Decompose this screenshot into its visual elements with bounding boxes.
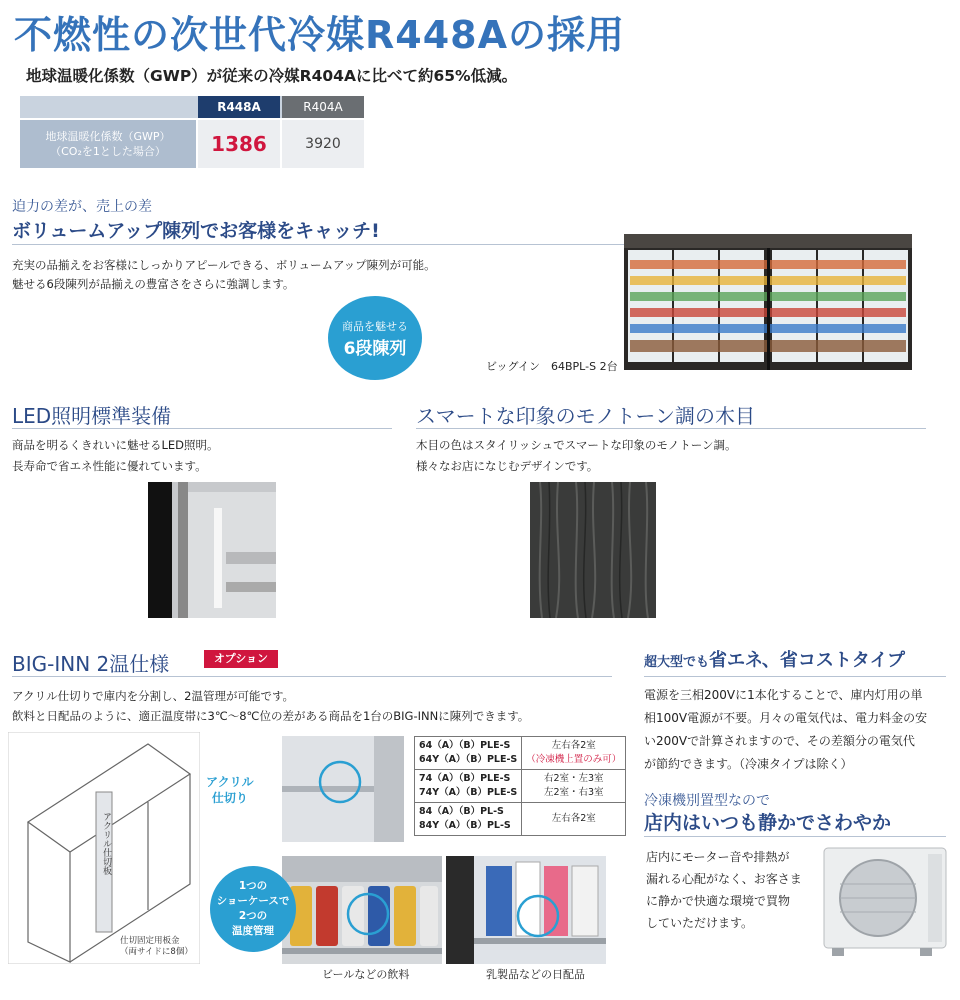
wood-rule <box>416 428 926 429</box>
volume-heading: ボリュームアップ陳列でお客様をキャッチ! <box>12 220 380 242</box>
volume-text-1: 充実の品揃えをお客様にしっかりアピールできる、ボリュームアップ陳列が可能。 <box>12 258 436 272</box>
volume-kicker: 迫力の差が、売上の差 <box>12 199 152 215</box>
spec-desc: 左右各2室 <box>551 740 596 751</box>
eco-line: い200Vで計算されますので、その差額分の電気代 <box>644 734 915 748</box>
quiet-kicker: 冷凍機別置型なので <box>644 793 770 809</box>
spec-model-cell <box>415 737 522 770</box>
two-temp-badge <box>210 866 296 952</box>
showcase-caption: ビッグイン 64BPL-S 2台 <box>486 360 618 373</box>
spec-model: 74Y（A）（B）PLE-S <box>419 787 518 798</box>
acrylic-photo <box>282 736 404 842</box>
led-heading: LED照明標準装備 <box>12 404 172 428</box>
spec-desc-cell <box>522 737 626 770</box>
volume-text-2: 魅せる6段陳列が品揃えの豊富さをさらに強調します。 <box>12 277 295 291</box>
spec-row <box>415 770 626 803</box>
spec-desc-cell <box>522 770 626 803</box>
dairy-photo <box>446 856 606 964</box>
gwp-row-label <box>20 120 196 168</box>
six-tier-badge <box>328 296 422 380</box>
quiet-line: 漏れる心配がなく、お客さま <box>646 872 802 886</box>
two-temp-line-2: ショーケースで <box>216 895 290 907</box>
spec-model-cell <box>415 770 522 803</box>
gwp-value-r404a: 3920 <box>282 120 364 168</box>
wood-text-2: 様々なお店になじむデザインです。 <box>416 459 599 473</box>
spec-model: 64Y（A）（B）PLE-S <box>419 754 518 765</box>
quiet-text <box>646 846 802 934</box>
acrylic-label-2: 仕切り <box>211 791 248 805</box>
spec-model-cell <box>415 803 522 836</box>
gwp-row-label-1: 地球温暖化係数（GWP） <box>45 130 171 143</box>
eco-line: が節約できます。（冷凍タイプは除く） <box>644 757 853 771</box>
biginn-heading: BIG-INN 2温仕様 <box>12 652 170 676</box>
biginn-text-2: 飲料と日配品のように、適正温度帯に3℃～8℃位の差がある商品を1台のBIG-INNに陳列できます。 <box>12 709 530 723</box>
badge-line-1: 商品を魅せる <box>342 319 408 333</box>
quiet-rule <box>644 836 946 837</box>
caption-dairy: 乳製品などの日配品 <box>486 968 585 981</box>
spec-desc: 右2室・左3室 <box>543 773 604 784</box>
badge-line-2: 6段陳列 <box>343 338 407 359</box>
diagram-label-acrylic: アクリル仕切板 <box>101 812 111 875</box>
gwp-col-r448a: R448A <box>198 96 280 118</box>
led-text-1: 商品を明るくきれいに魅せるLED照明。 <box>12 438 219 452</box>
two-temp-line-4: 温度管理 <box>232 925 274 937</box>
wood-grain-image <box>530 482 656 618</box>
two-temp-line-1: 1つの <box>238 880 268 892</box>
quiet-line: に静かで快適な環境で買物 <box>646 894 791 908</box>
option-tag: オプション <box>204 650 278 668</box>
eco-rule <box>644 676 946 677</box>
spec-desc: 左右各2室 <box>551 813 596 824</box>
spec-model: 64（A）（B）PLE-S <box>419 740 511 751</box>
gwp-row-label-2: （CO₂を1とした場合） <box>50 145 166 158</box>
spec-model: 74（A）（B）PLE-S <box>419 773 511 784</box>
quiet-line: していただけます。 <box>646 916 754 930</box>
eco-line: 電源を三相200Vに1本化することで、庫内灯用の単 <box>644 688 923 702</box>
gwp-col-r404a: R404A <box>282 96 364 118</box>
led-rule <box>12 428 392 429</box>
eco-heading <box>644 646 905 672</box>
spec-desc-note: （冷凍機上置のみ可） <box>526 754 622 765</box>
acrylic-label-1: アクリル <box>206 775 254 789</box>
biginn-text-1: アクリル仕切りで庫内を分割し、2温管理が可能です。 <box>12 689 295 703</box>
spec-desc: 左2室・右3室 <box>543 787 604 798</box>
two-temp-line-3: 2つの <box>238 910 268 922</box>
diagram-note <box>120 936 193 958</box>
showcase-image <box>624 234 912 370</box>
quiet-heading: 店内はいつも静かでさわやか <box>644 812 892 834</box>
led-text-2: 長寿命で省エネ性能に優れています。 <box>12 459 207 473</box>
eco-text <box>644 684 927 776</box>
spec-row <box>415 803 626 836</box>
diagram-note-1: 仕切固定用板金 <box>120 936 180 946</box>
diagram-note-2: （両サイドに8個） <box>120 947 193 957</box>
outdoor-unit-image <box>820 840 950 960</box>
page-subtitle: 地球温暖化係数（GWP）が従来の冷媒R404Aに比べて約65%低減。 <box>26 67 518 85</box>
biginn-rule <box>12 676 612 677</box>
wood-text-1: 木目の色はスタイリッシュでスマートな印象のモノトーン調。 <box>416 438 737 452</box>
volume-rule <box>12 244 624 245</box>
eco-heading-b: 省エネ、省コストタイプ <box>709 650 906 671</box>
quiet-line: 店内にモーター音や排熱が <box>646 850 790 864</box>
spec-desc-cell <box>522 803 626 836</box>
eco-heading-a: 超大型でも <box>644 655 710 670</box>
spec-model: 84Y（A）（B）PL-S <box>419 820 511 831</box>
led-image <box>148 482 276 618</box>
spec-row <box>415 737 626 770</box>
eco-line: 相100V電源が不要。月々の電気代は、電力料金の安 <box>644 711 928 725</box>
wood-heading: スマートな印象のモノトーン調の木目 <box>416 404 755 428</box>
caption-drinks: ビールなどの飲料 <box>322 968 410 981</box>
gwp-value-r448a: 1386 <box>198 120 280 168</box>
spec-table <box>414 736 626 836</box>
acrylic-label <box>206 774 254 806</box>
page-title: 不燃性の次世代冷媒R448Aの採用 <box>14 13 625 57</box>
drinks-photo <box>282 856 442 964</box>
spec-model: 84（A）（B）PL-S <box>419 806 504 817</box>
